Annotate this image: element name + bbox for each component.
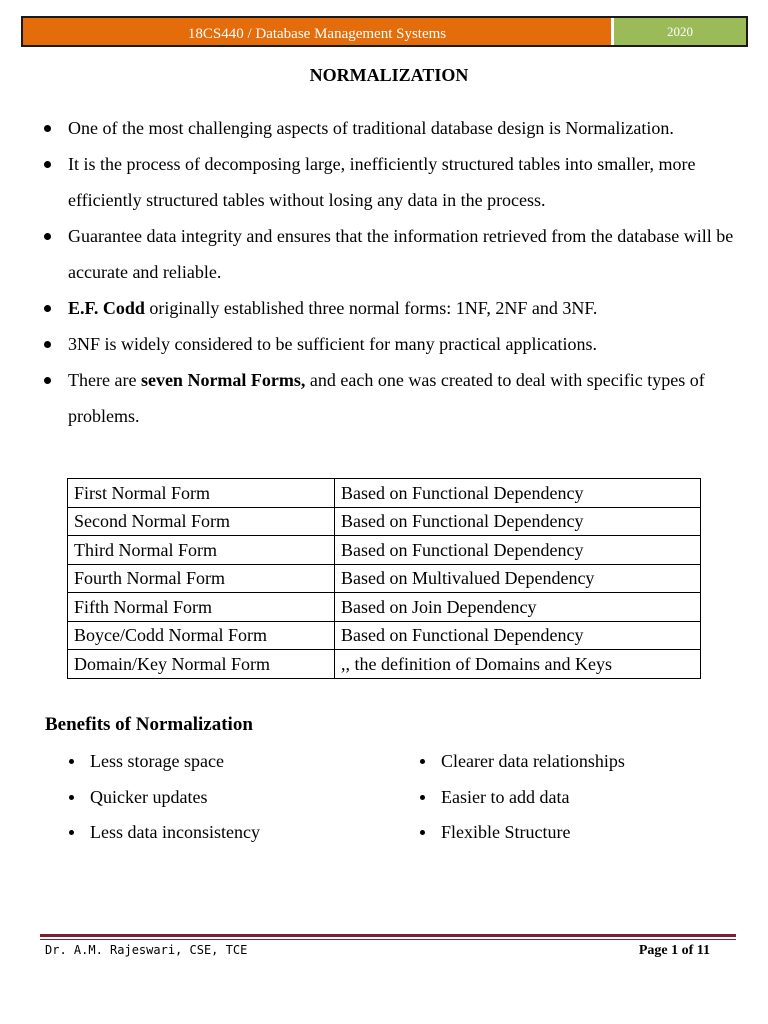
bullet-icon (44, 341, 51, 348)
form-basis-cell: Based on Join Dependency (335, 593, 701, 622)
list-item: Clearer data relationships (418, 744, 625, 780)
bullet-icon (44, 125, 51, 132)
page-title: NORMALIZATION (309, 65, 469, 85)
page-number: Page 1 of 11 (638, 943, 710, 958)
bullet-item: E.F. Codd originally established three normal forms: 1NF, 2NF and 3NF. (40, 290, 740, 326)
bullet-item: Guarantee data integrity and ensures that the information retrieved from the database will be accurate and reliable. (40, 218, 740, 290)
bullet-icon (44, 377, 51, 384)
form-name-cell: First Normal Form (68, 479, 335, 508)
form-basis-cell: ,, the definition of Domains and Keys (335, 650, 701, 679)
footer-author: Dr. A.M. Rajeswari, CSE, TCE (45, 943, 248, 957)
form-name-cell: Fifth Normal Form (68, 593, 335, 622)
bullet-icon (420, 830, 425, 835)
table-row (68, 621, 701, 650)
list-item: Flexible Structure (418, 815, 625, 851)
page-header (21, 16, 748, 47)
normal-forms-table (67, 478, 701, 679)
benefits-list-left (67, 744, 260, 851)
bullet-icon (69, 795, 74, 800)
form-basis-cell: Based on Multivalued Dependency (335, 564, 701, 593)
form-name-cell: Domain/Key Normal Form (68, 650, 335, 679)
form-name-cell: Third Normal Form (68, 536, 335, 565)
form-name-cell: Fourth Normal Form (68, 564, 335, 593)
form-name-cell: Boyce/Codd Normal Form (68, 621, 335, 650)
bullet-icon (44, 233, 51, 240)
footer-divider (40, 934, 736, 937)
table-row (68, 536, 701, 565)
list-item: Easier to add data (418, 780, 625, 816)
bullet-icon (44, 305, 51, 312)
header-year: 2020 (614, 18, 746, 45)
bullet-icon (420, 759, 425, 764)
bullet-item: It is the process of decomposing large, inefficiently structured tables into smaller, more efficiently structured tables without losing any data in the process. (40, 146, 740, 218)
bullet-icon (44, 161, 51, 168)
form-name-cell: Second Normal Form (68, 507, 335, 536)
bullet-item: 3NF is widely considered to be sufficient for many practical applications. (40, 326, 740, 362)
benefits-list-right (418, 744, 625, 851)
bullet-icon (420, 795, 425, 800)
bullet-icon (69, 759, 74, 764)
list-item: Quicker updates (67, 780, 260, 816)
course-title: 18CS440 / Database Management Systems (23, 18, 611, 45)
table-row (68, 479, 701, 508)
form-basis-cell: Based on Functional Dependency (335, 507, 701, 536)
table-row (68, 564, 701, 593)
list-item: Less data inconsistency (67, 815, 260, 851)
form-basis-cell: Based on Functional Dependency (335, 536, 701, 565)
bullet-icon (69, 830, 74, 835)
bullet-item: There are seven Normal Forms, and each one was created to deal with specific types of problems. (40, 362, 740, 434)
footer-divider-thin (40, 939, 736, 940)
table-row (68, 650, 701, 679)
table-row (68, 593, 701, 622)
list-item: Less storage space (67, 744, 260, 780)
form-basis-cell: Based on Functional Dependency (335, 479, 701, 508)
bullet-item: One of the most challenging aspects of traditional database design is Normalization. (40, 110, 740, 146)
bullet-list (40, 110, 740, 434)
form-basis-cell: Based on Functional Dependency (335, 621, 701, 650)
table-row (68, 507, 701, 536)
benefits-heading: Benefits of Normalization (45, 714, 253, 735)
